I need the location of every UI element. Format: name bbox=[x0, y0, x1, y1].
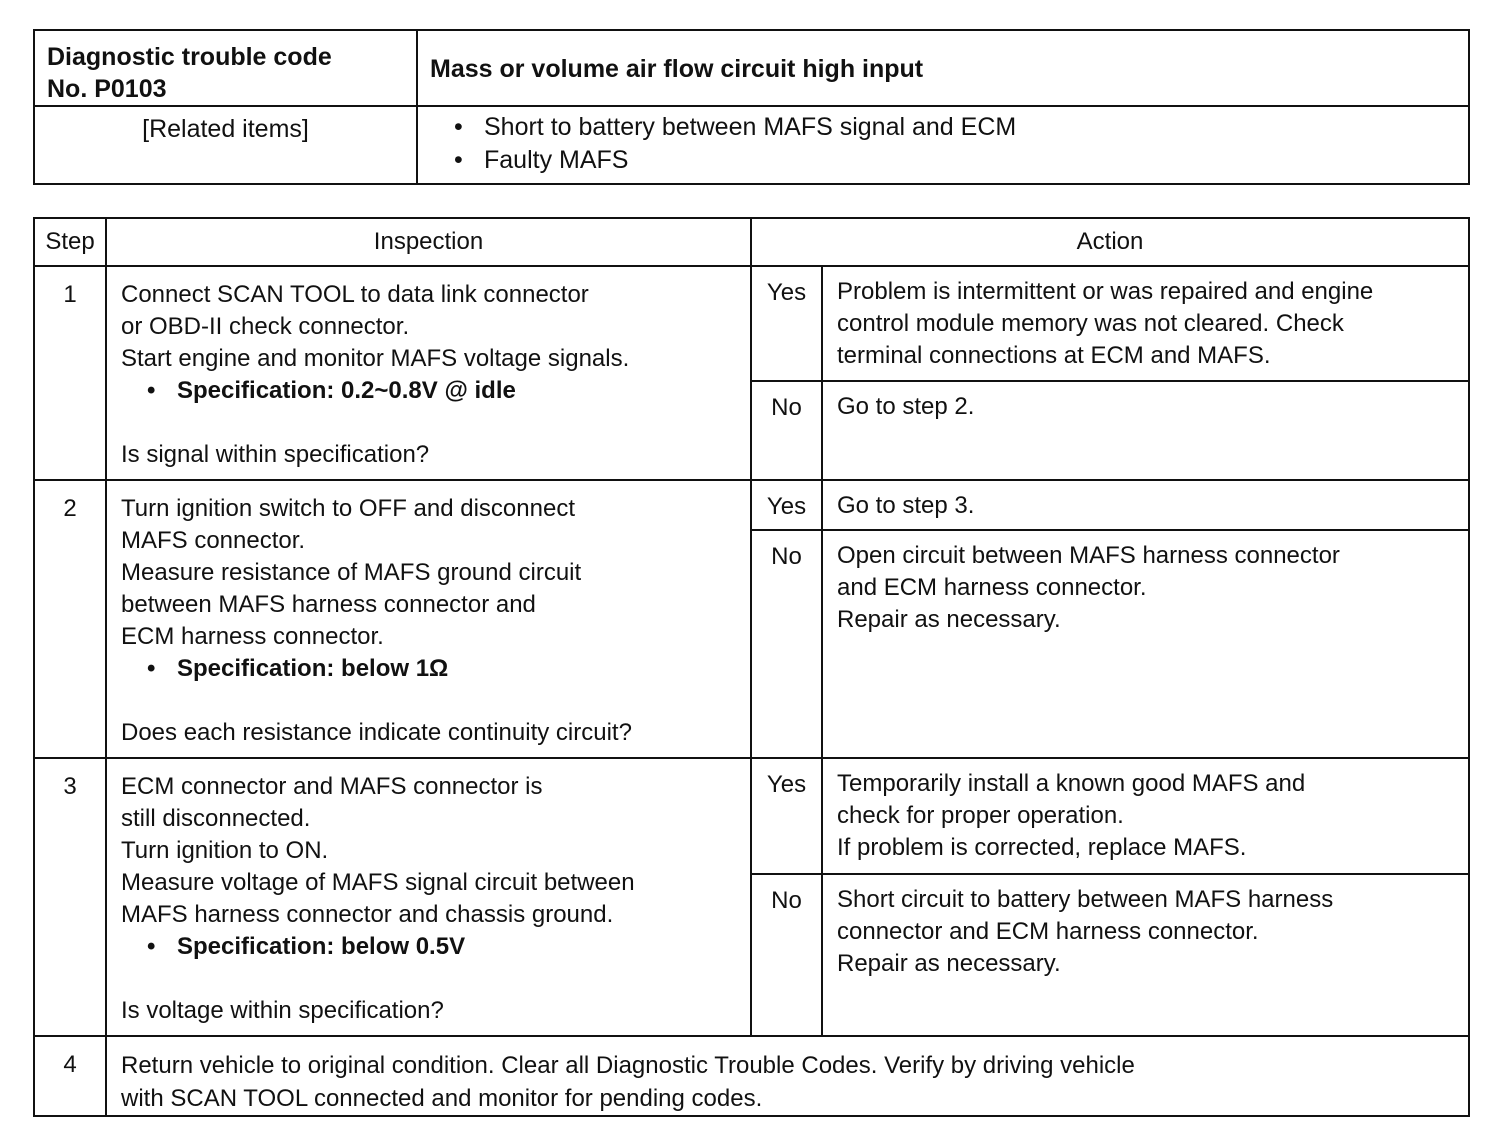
step-4-row bbox=[34, 1036, 1469, 1116]
action-line: terminal connections at ECM and MAFS. bbox=[837, 342, 1271, 369]
step-3-yes-action bbox=[822, 758, 1469, 874]
inspection-line: MAFS connector. bbox=[121, 527, 306, 554]
step-2-yes-row bbox=[34, 480, 1469, 530]
step-2-inspection bbox=[106, 480, 751, 758]
step-1-yes-row bbox=[34, 266, 1469, 381]
step-3-inspection bbox=[106, 758, 751, 1036]
inspection-line: still disconnected. bbox=[121, 805, 311, 832]
related-item bbox=[454, 111, 1456, 144]
step-3-no-action bbox=[822, 874, 1469, 1036]
specification-line bbox=[121, 653, 736, 685]
action-line: Temporarily install a known good MAFS and bbox=[837, 770, 1306, 797]
step-number: 2 bbox=[34, 480, 106, 758]
action-line: and ECM harness connector. bbox=[837, 573, 1147, 601]
step-3-yes-row bbox=[34, 758, 1469, 874]
column-header-inspection: Inspection bbox=[106, 218, 751, 266]
specification-text: Specification: below 1Ω bbox=[177, 655, 449, 682]
related-items-list bbox=[417, 106, 1469, 184]
yes-label: Yes bbox=[751, 758, 822, 874]
inspection-line: Turn ignition to ON. bbox=[121, 837, 329, 864]
bullet-icon: • bbox=[147, 933, 156, 960]
instruction-line: Return vehicle to original condition. Clear all Diagnostic Trouble Codes. Verify by driving vehicle bbox=[121, 1052, 1135, 1079]
step-1-no-action bbox=[822, 381, 1469, 480]
bullet-icon: • bbox=[454, 146, 463, 174]
related-items-label: [Related items] bbox=[34, 106, 417, 184]
bullet-icon: • bbox=[147, 655, 156, 682]
dtc-title: Mass or volume air flow circuit high input bbox=[417, 30, 1469, 106]
step-2-yes-action bbox=[822, 480, 1469, 530]
action-line: connector and ECM harness connector. bbox=[837, 917, 1259, 945]
no-label: No bbox=[751, 381, 822, 480]
action-line: If problem is corrected, replace MAFS. bbox=[837, 834, 1247, 861]
inspection-line: MAFS harness connector and chassis ground. bbox=[121, 901, 614, 928]
yes-label: Yes bbox=[751, 266, 822, 381]
inspection-line: Measure resistance of MAFS ground circuit bbox=[121, 559, 582, 586]
no-label: No bbox=[751, 874, 822, 1036]
inspection-question: Does each resistance indicate continuity circuit? bbox=[121, 719, 632, 746]
related-item-text: Short to battery between MAFS signal and ECM bbox=[484, 113, 1017, 141]
step-1-inspection bbox=[106, 266, 751, 480]
specification-text: Specification: below 0.5V bbox=[177, 933, 466, 960]
dtc-code-cell bbox=[34, 30, 417, 106]
inspection-question: Is voltage within specification? bbox=[121, 997, 444, 1024]
dtc-header-table bbox=[33, 29, 1470, 185]
instruction-line: with SCAN TOOL connected and monitor for pending codes. bbox=[121, 1085, 763, 1112]
diagnostic-steps-table bbox=[33, 217, 1470, 1117]
step-number: 3 bbox=[34, 758, 106, 1036]
no-label: No bbox=[751, 530, 822, 758]
dtc-header-row bbox=[34, 30, 1469, 106]
inspection-line: ECM harness connector. bbox=[121, 623, 384, 650]
column-header-action: Action bbox=[751, 218, 1469, 266]
inspection-line: ECM connector and MAFS connector is bbox=[121, 773, 543, 800]
specification-text: Specification: 0.2~0.8V @ idle bbox=[177, 377, 516, 404]
table-header-row bbox=[34, 218, 1469, 266]
action-line: Problem is intermittent or was repaired and engine bbox=[837, 278, 1374, 305]
specification-line bbox=[121, 375, 736, 407]
related-item-text: Faulty MAFS bbox=[484, 146, 629, 174]
inspection-question: Is signal within specification? bbox=[121, 441, 430, 468]
column-header-step: Step bbox=[34, 218, 106, 266]
dtc-code-number: No. P0103 bbox=[47, 75, 167, 103]
action-line: Open circuit between MAFS harness connector bbox=[837, 541, 1340, 569]
bullet-icon: • bbox=[454, 113, 463, 141]
related-items-row bbox=[34, 106, 1469, 184]
inspection-line: Start engine and monitor MAFS voltage signals. bbox=[121, 345, 630, 372]
bullet-icon: • bbox=[147, 377, 156, 404]
inspection-line: Connect SCAN TOOL to data link connector bbox=[121, 281, 589, 308]
inspection-line: Measure voltage of MAFS signal circuit between bbox=[121, 869, 635, 896]
step-1-yes-action bbox=[822, 266, 1469, 381]
step-4-instructions bbox=[106, 1036, 1469, 1116]
step-2-no-action bbox=[822, 530, 1469, 758]
inspection-line: Turn ignition switch to OFF and disconnect bbox=[121, 495, 575, 522]
action-line: Repair as necessary. bbox=[837, 949, 1061, 977]
action-line: control module memory was not cleared. Check bbox=[837, 310, 1344, 337]
action-line: Go to step 2. bbox=[837, 392, 975, 420]
action-line: Go to step 3. bbox=[837, 492, 975, 519]
related-item bbox=[454, 144, 1456, 177]
action-line: Short circuit to battery between MAFS harness bbox=[837, 885, 1334, 913]
dtc-code-label: Diagnostic trouble code bbox=[47, 43, 332, 71]
yes-label: Yes bbox=[751, 480, 822, 530]
inspection-line: or OBD-II check connector. bbox=[121, 313, 410, 340]
action-line: check for proper operation. bbox=[837, 802, 1124, 829]
action-line: Repair as necessary. bbox=[837, 605, 1061, 633]
step-number: 4 bbox=[34, 1036, 106, 1116]
specification-line bbox=[121, 931, 736, 963]
step-number: 1 bbox=[34, 266, 106, 480]
inspection-line: between MAFS harness connector and bbox=[121, 591, 536, 618]
